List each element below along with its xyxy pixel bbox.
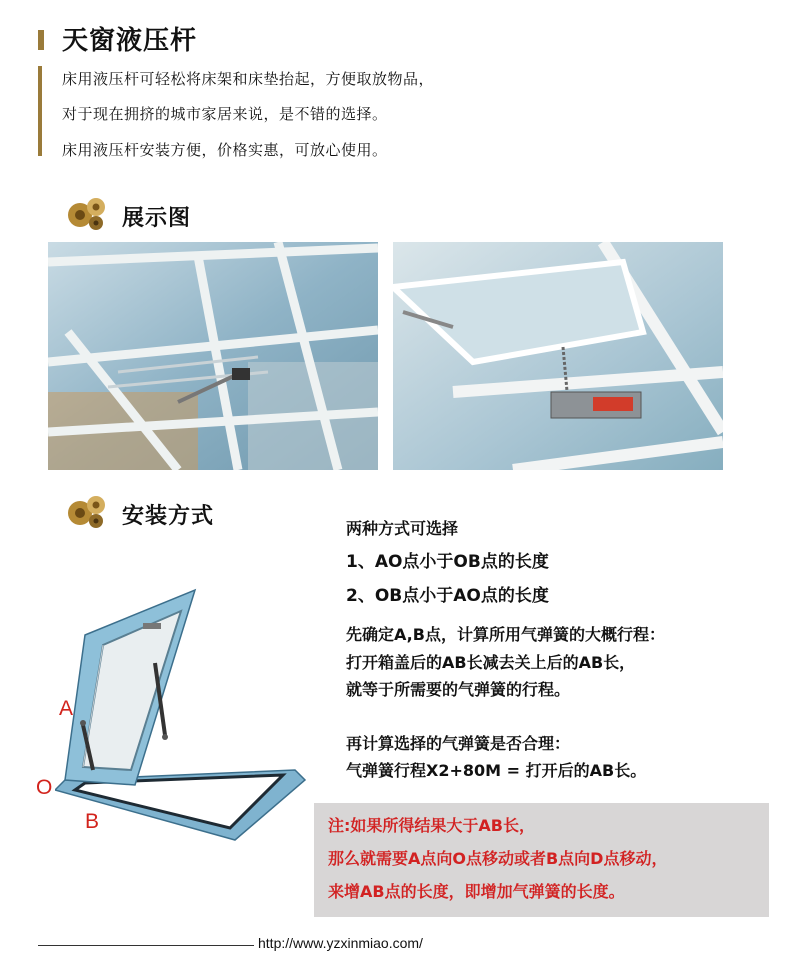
skylight-photo-right [393,242,723,470]
point-a-label: A [59,697,74,720]
page-title: 天窗液压杆 [62,26,198,56]
footer-divider [38,945,254,946]
install-line-3: 2、OB点小于AO点的长度 [346,586,549,606]
install-line-2: 1、AO点小于OB点的长度 [346,552,549,572]
point-o-label: O [36,776,53,799]
skylight-photo-left [48,242,378,470]
intro-line-2: 对于现在拥挤的城市家居来说，是不错的选择。 [62,105,388,123]
point-b-label: B [85,810,100,833]
intro-accent-bar [38,66,42,156]
gears-icon [66,194,108,232]
install-line-6: 就等于所需要的气弹簧的行程。 [346,680,571,699]
gears-icon [66,492,108,530]
install-line-1: 两种方式可选择 [346,519,459,538]
intro-line-1: 床用液压杆可轻松将床架和床垫抬起，方便取放物品， [62,70,435,88]
intro-line-3: 床用液压杆安装方便，价格实惠，可放心使用。 [62,141,388,159]
install-line-8: 气弹簧行程X2+80M = 打开后的AB长。 [346,761,647,780]
install-line-7: 再计算选择的气弹簧是否合理： [346,734,571,753]
note-line-1: 注:如果所得结果大于AB长， [328,816,535,835]
note-line-3: 来增AB点的长度，即增加气弹簧的长度。 [328,882,625,901]
hatch-diagram [55,585,315,845]
install-line-4: 先确定A,B点，计算所用气弹簧的大概行程： [346,625,665,644]
section-title-display: 展示图 [122,206,192,231]
footer-url[interactable]: http://www.yzxinmiao.com/ [258,935,423,951]
section-title-install: 安装方式 [122,504,215,529]
install-line-5: 打开箱盖后的AB长减去关上后的AB长， [346,653,636,672]
title-accent-bar [38,30,44,50]
note-line-2: 那么就需要A点向O点移动或者B点向D点移动， [328,849,668,868]
